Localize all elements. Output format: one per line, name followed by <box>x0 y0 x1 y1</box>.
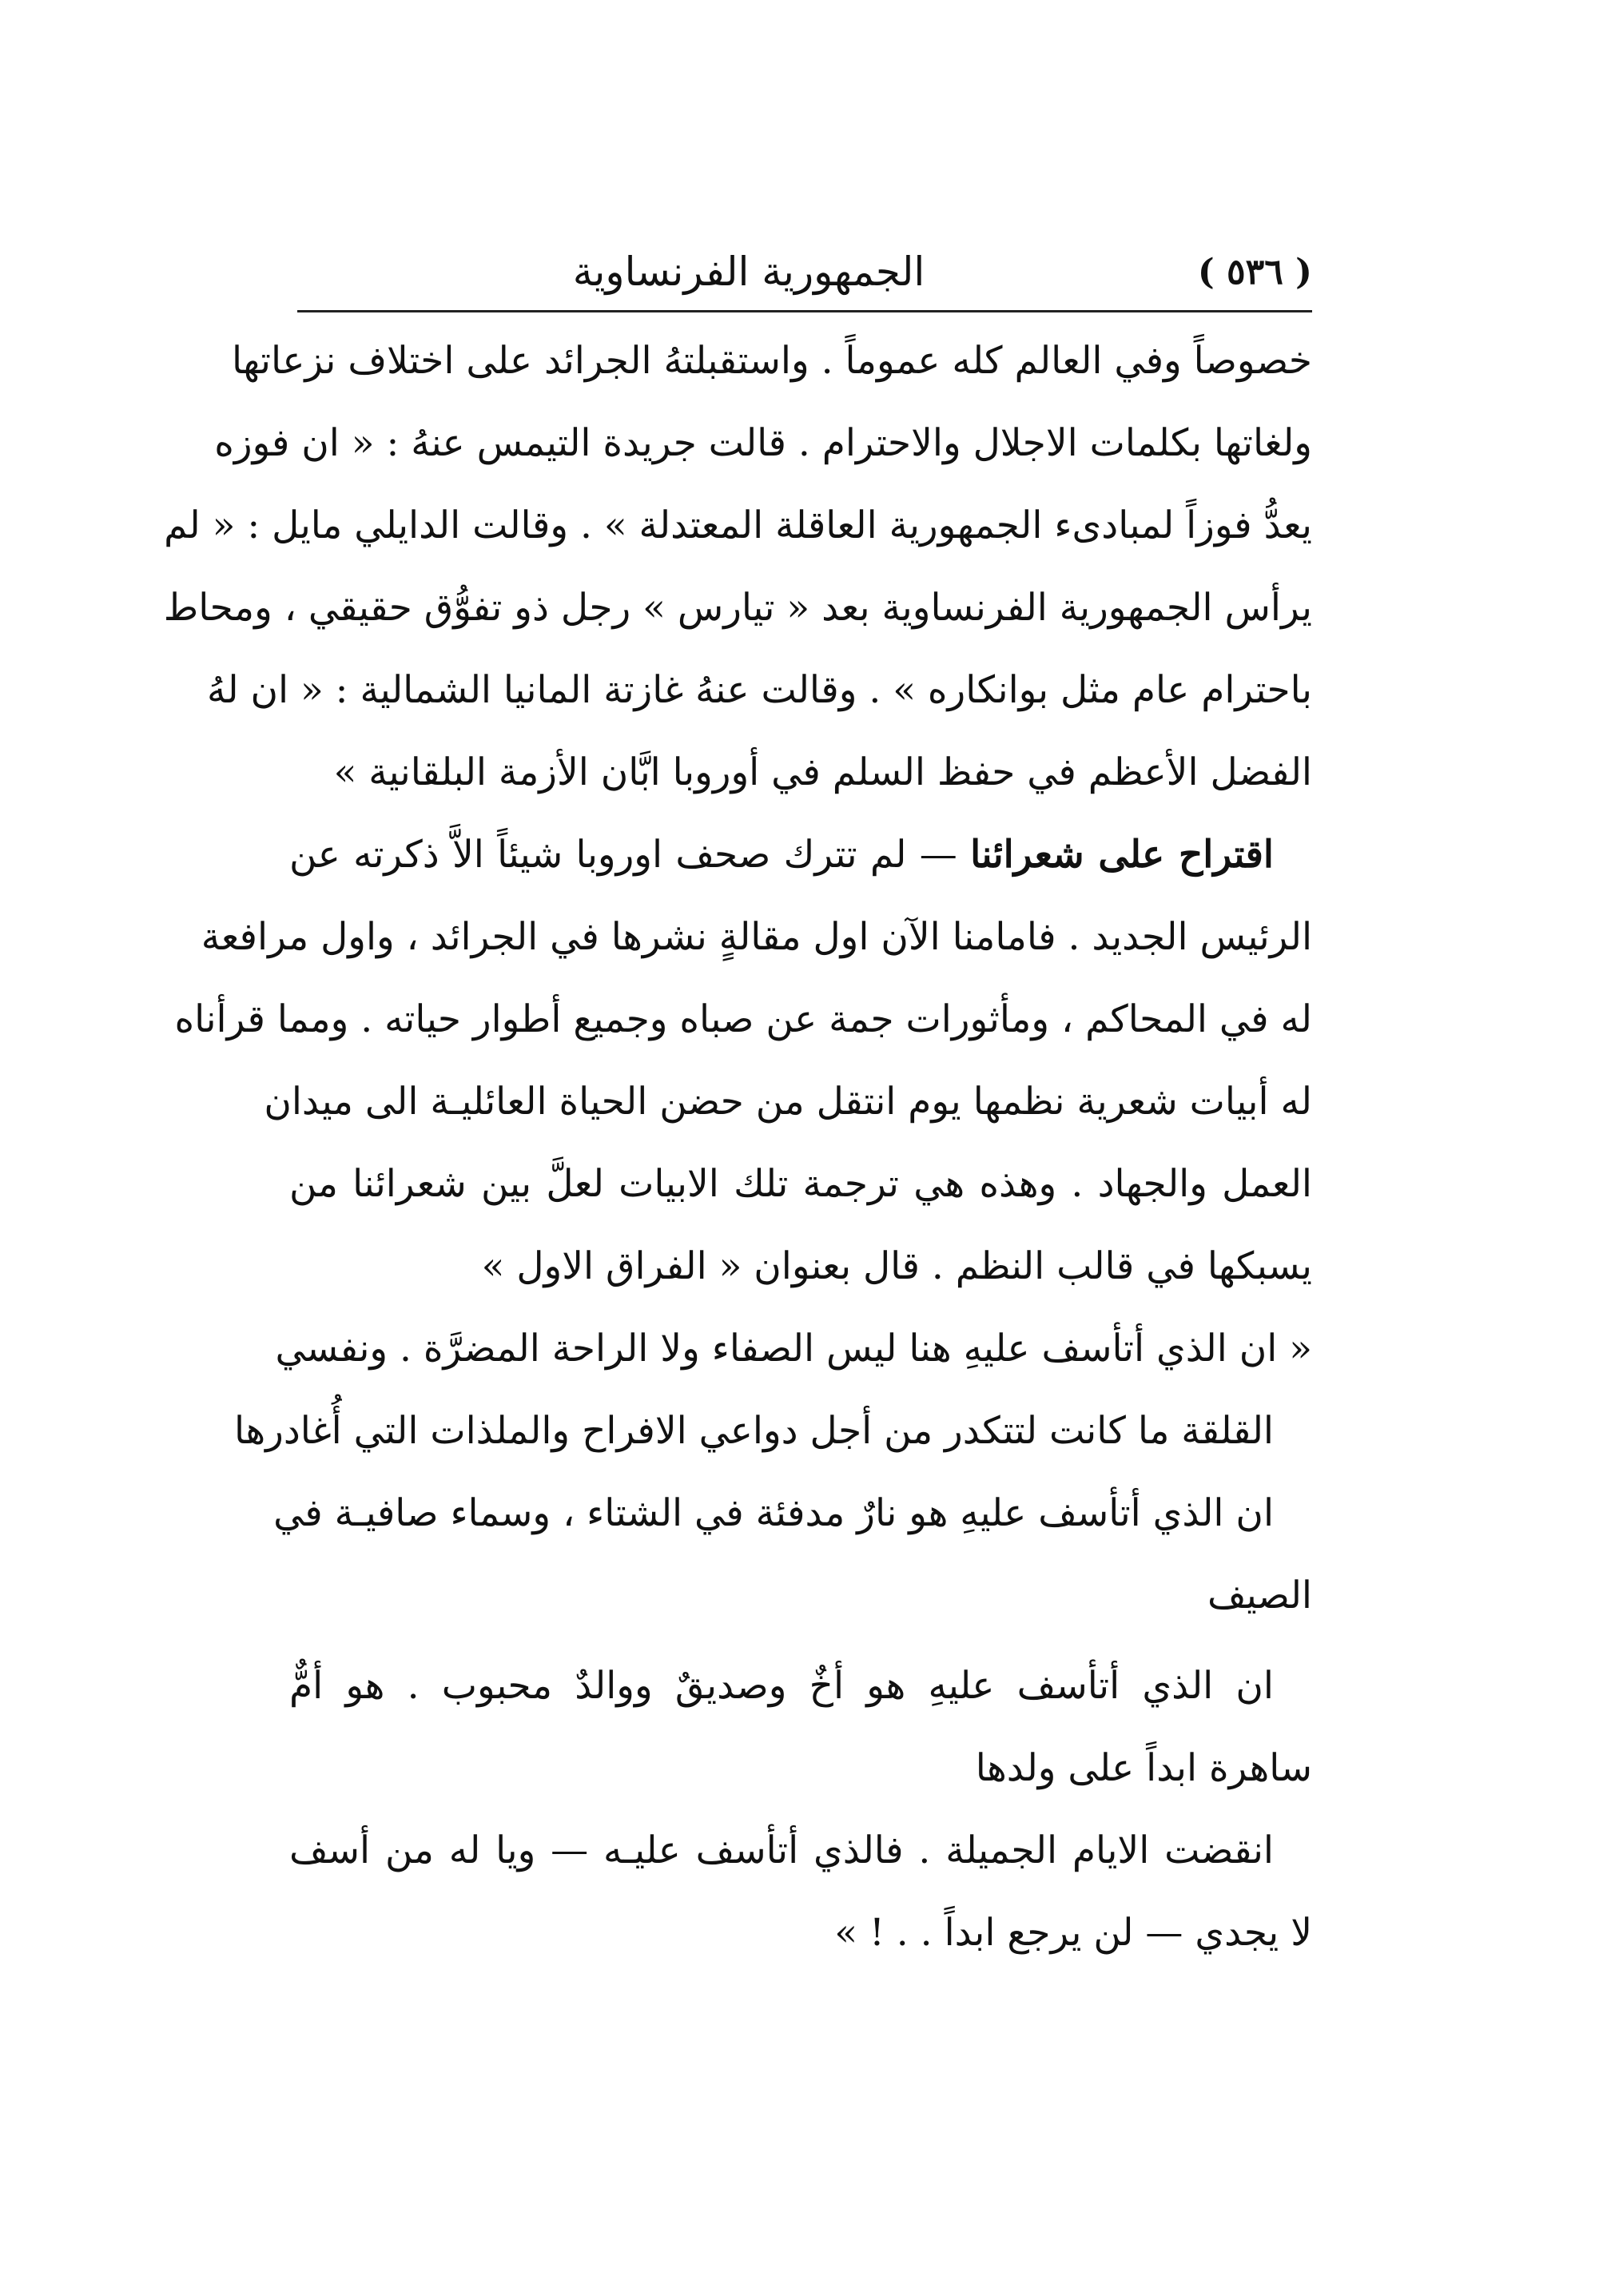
poem-stanza <box>234 1307 1312 1472</box>
poem-stanza <box>289 1645 1312 1809</box>
text-line: « ان الذي أتأسف عليهِ هنا ليس الصفاء ولا الراحة المضرَّة . ونفسي <box>275 1327 1312 1371</box>
text-line: الفضل الأعظم في حفظ السلم في أوروبا ابَّان الأزمة البلقانية » <box>333 750 1312 794</box>
poem-translation <box>234 1307 1312 1974</box>
text-line: يعدُّ فوزاً لمبادىء الجمهورية العاقلة المعتدلة » . وقالت الدايلي مايل : « لم <box>164 503 1312 547</box>
text-line <box>289 814 1312 896</box>
header-divider <box>297 310 1312 312</box>
paragraph-newspaper-reactions <box>163 320 1312 814</box>
text-line: ساهرة ابداً على ولدها <box>975 1746 1312 1790</box>
text-line: باحترام عام مثل بوانكاره » . وقالت عنهُ غازتة المانيا الشمالية : « ان لهُ <box>207 668 1312 712</box>
text-line: خصوصاً وفي العالم كله عموماً . واستقبلتهُ الجرائد على اختلاف نزعاتها <box>231 339 1312 383</box>
text-line: الصيف <box>1207 1574 1312 1618</box>
text-line: ولغاتها بكلمات الاجلال والاحترام . قالت جريدة التيمس عنهُ : « ان فوزه <box>214 421 1312 465</box>
text-line: القلقة ما كانت لتتكدر من أجل دواعي الافراح والملذات التي أُغادرها <box>234 1409 1274 1453</box>
paragraph-proposal-to-poets <box>174 814 1312 1307</box>
text-line: يرأس الجمهورية الفرنساوية بعد « تيارس » رجل ذو تفوُّق حقيقي ، ومحاط <box>163 586 1312 630</box>
text-line: انقضت الايام الجميلة . فالذي أتأسف عليـه — ويا له من أسف <box>289 1828 1274 1872</box>
body-text <box>163 320 1312 1974</box>
text-line: ان الذي أتأسف عليهِ هو نارٌ مدفئة في الشتاء ، وسماء صافيـة في <box>273 1491 1274 1535</box>
page-number: ( ٥٣٦ ) <box>1197 252 1312 292</box>
text-line: ان الذي أتأسف عليهِ هو أخٌ وصديقٌ ووالدٌ محبوب . هو أمٌّ <box>289 1664 1274 1708</box>
page-header <box>297 240 1312 312</box>
poem-stanza <box>273 1472 1312 1637</box>
text-line: العمل والجهاد . وهذه هي ترجمة تلك الابيات لعلَّ بين شعرائنا من <box>289 1162 1312 1206</box>
running-title: الجمهورية الفرنساوية <box>572 249 925 295</box>
text-line: يسبكها في قالب النظم . قال بعنوان « الفراق الاول » <box>481 1244 1312 1288</box>
text-line-rest: — لم تترك صحف اوروبا شيئاً الاَّ ذكرته عن <box>289 833 957 877</box>
text-line: لا يجدي — لن يرجع ابداً . . ! » <box>834 1911 1312 1955</box>
poem-stanza <box>289 1809 1312 1974</box>
section-lead-heading: اقتراح على شعرائنا <box>970 833 1274 877</box>
text-line: له في المحاكم ، ومأثورات جمة عن صباه وجميع أطوار حياته . ومما قرأناه <box>174 997 1312 1041</box>
text-line: الرئيس الجديد . فامامنا الآن اول مقالةٍ نشرها في الجرائد ، واول مرافعة <box>201 915 1312 959</box>
text-line: له أبيات شعرية نظمها يوم انتقل من حضن الحياة العائليـة الى ميدان <box>264 1080 1312 1124</box>
